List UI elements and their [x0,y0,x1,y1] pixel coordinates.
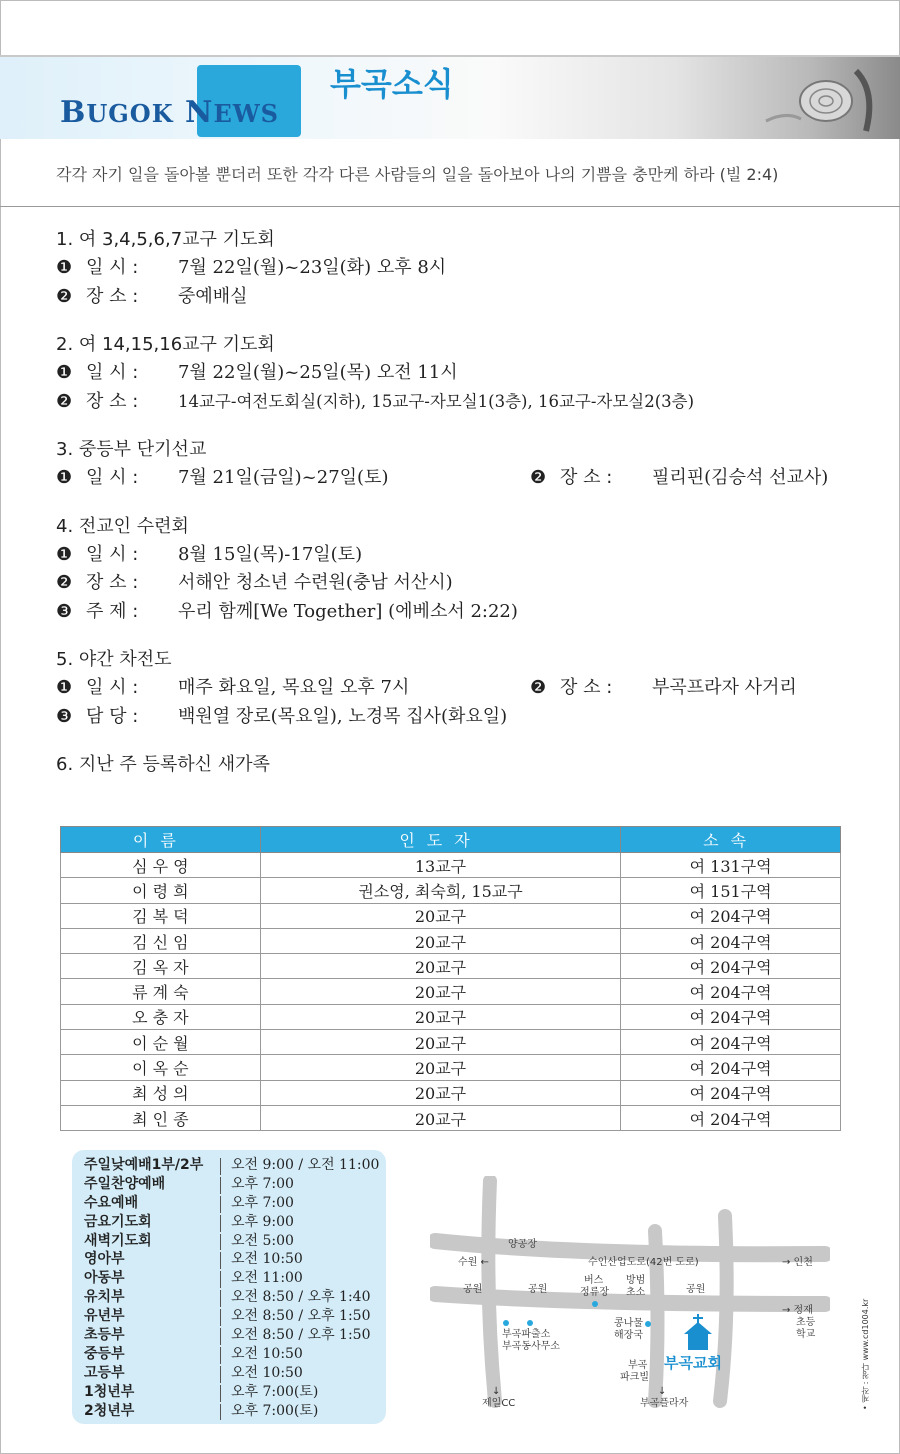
schedule-name: 1청년부 [84,1383,135,1400]
cell-name: 김 복 덕 [61,903,261,928]
brand-letter-n: N [185,95,214,130]
map-label: 부곡플라자 [640,1398,689,1409]
newcomers-title: 6. 지난 주 등록하신 새가족 [56,754,270,775]
schedule-name: 금요기도회 [84,1213,152,1230]
announcement-row [56,359,856,388]
schedule-row [84,1364,386,1383]
office-marker [527,1320,533,1326]
row-value: 중예배실 [178,285,248,307]
cell-guide: 권소영, 최숙희, 15교구 [260,878,621,903]
schedule-time: 오전 10:50 [231,1345,303,1362]
table-row [61,853,841,878]
schedule-time: 오전 8:50 / 오후 1:40 [231,1289,371,1306]
row-label: 일 시 : [86,677,139,698]
restaurant-marker [645,1321,651,1327]
row-value: 필리핀(김승석 선교사) [652,467,829,488]
number-marker: ❶ [56,362,73,383]
announcement-row [56,254,856,283]
row-value: 부곡프라자 사거리 [652,677,797,698]
section-title: 부곡소식 [330,65,454,103]
schedule-name: 2청년부 [84,1402,135,1419]
announcement-row [56,674,856,703]
table-row [61,979,841,1004]
header [0,55,900,139]
announcement-row [56,541,856,570]
schedule-name: 새벽기도회 [84,1232,152,1249]
announcement-3 [56,436,856,493]
schedule-name: 중등부 [84,1345,125,1362]
table-row [61,903,841,928]
map-label: 정류장 [580,1287,609,1298]
stump-decoration-icon [746,61,886,135]
schedule-time: 오전 8:50 / 오후 1:50 [231,1308,371,1325]
police-marker [503,1320,509,1326]
announcement-title: 5. 야간 차전도 [56,649,172,670]
cell-group: 여 204구역 [621,1080,841,1105]
schedule-time: 오후 7:00 [231,1175,294,1192]
map-label: 양공장 [508,1239,537,1250]
schedule-name: 수요예배 [84,1194,139,1211]
number-marker: ❶ [56,257,73,278]
row-value: 7월 21일(금일)~27일(토) [178,467,389,488]
schedule-row [84,1326,386,1345]
map-label: 부곡동사무소 [502,1341,560,1352]
announcement-title: 3. 중등부 단기선교 [56,439,207,460]
cell-guide: 20교구 [260,979,621,1004]
row-value: 백원열 장로(목요일), 노경목 집사(화요일) [178,705,508,727]
cell-guide: 20교구 [260,954,621,979]
cell-name: 최 인 종 [61,1105,261,1130]
schedule-name: 아동부 [84,1270,125,1287]
announcement-title: 2. 여 14,15,16교구 기도회 [56,334,275,355]
schedule-row [84,1250,386,1269]
announcement-row [56,388,856,417]
map-label: 학교 [796,1329,816,1340]
announcement-5 [56,646,856,731]
cell-group: 여 151구역 [621,878,841,903]
cell-name: 최 성 의 [61,1080,261,1105]
row-value: 7월 22일(월)~25일(목) 오전 11시 [178,362,458,383]
row-label: 장 소 : [86,390,139,412]
cell-group: 여 131구역 [621,853,841,878]
credit-text: • 제작 : 청다 www.cd1004.kr [861,1298,870,1410]
divider [0,206,900,207]
map-label: 공원 [463,1284,483,1295]
cell-guide: 20교구 [260,1080,621,1105]
church-label: 부곡교회 [664,1354,722,1372]
cell-guide: 13교구 [260,853,621,878]
schedule-name: 영아부 [84,1251,125,1268]
header-top-rule [0,55,900,57]
announcement-row [56,569,856,598]
church-icon [684,1314,712,1350]
brand-ugok: UGOK [86,99,174,128]
cell-group: 여 204구역 [621,903,841,928]
brand-logo [60,95,279,130]
map-label: 콩나물 [614,1318,643,1329]
cell-group: 여 204구역 [621,954,841,979]
cell-guide: 20교구 [260,1055,621,1080]
map-label: 공원 [686,1284,706,1295]
schedule-time: 오전 5:00 [231,1232,294,1249]
location-map [430,1176,830,1416]
row-label: 주 제 : [86,600,139,622]
announcements [56,226,856,785]
schedule-row [84,1232,386,1251]
table-row [61,1105,841,1130]
schedule-row [84,1307,386,1326]
table-row [61,954,841,979]
map-label: 수원 ← [458,1257,489,1268]
cell-name: 심 우 영 [61,853,261,878]
cell-name: 이 순 월 [61,1030,261,1055]
cell-guide: 20교구 [260,928,621,953]
row-value: 8월 15일(목)-17일(토) [178,543,363,565]
row-label: 장 소 : [86,285,139,307]
cell-guide: 20교구 [260,1004,621,1029]
map-label: 수인산업도로(42번 도로) [588,1257,699,1268]
worship-schedule [72,1150,386,1424]
schedule-name: 초등부 [84,1327,125,1344]
cell-group: 여 204구역 [621,928,841,953]
schedule-time: 오전 8:50 / 오후 1:50 [231,1327,371,1344]
table-row [61,1080,841,1105]
announcement-title: 1. 여 3,4,5,6,7교구 기도회 [56,229,275,250]
schedule-name: 유치부 [84,1289,125,1306]
announcement-title: 4. 전교인 수련회 [56,515,189,537]
row-label: 일 시 : [86,362,139,383]
schedule-row [84,1345,386,1364]
map-label: 제일CC [482,1398,516,1409]
map-label: 버스 [584,1275,604,1286]
map-label: 부곡파출소 [502,1329,551,1340]
table-row [61,878,841,903]
schedule-row [84,1402,386,1421]
announcement-row [56,283,856,312]
number-marker: ❷ [56,285,73,307]
cell-guide: 20교구 [260,903,621,928]
cell-group: 여 204구역 [621,1004,841,1029]
schedule-time: 오전 10:50 [231,1364,303,1381]
announcement-row [56,598,856,627]
row-label: 일 시 : [86,543,139,565]
row-value: 매주 화요일, 목요일 오후 7시 [178,677,410,698]
schedule-time: 오후 9:00 [231,1213,294,1230]
number-marker: ❶ [56,543,73,565]
column-header-name: 이름 [61,827,261,853]
announcement-2 [56,331,856,416]
schedule-time: 오전 11:00 [231,1270,303,1287]
row-value: 14교구-여전도회실(지하), 15교구-자모실1(3층), 16교구-자모실2(3층) [178,391,695,411]
schedule-time: 오전 10:50 [231,1251,303,1268]
schedule-name: 고등부 [84,1364,125,1381]
table-row [61,1055,841,1080]
cell-guide: 20교구 [260,1030,621,1055]
schedule-row [84,1194,386,1213]
row-value: 7월 22일(월)~23일(화) 오후 8시 [178,257,447,278]
schedule-time: 오전 9:00 / 오전 11:00 [231,1157,380,1173]
cell-name: 류 계 숙 [61,979,261,1004]
announcement-1 [56,226,856,311]
number-marker: ❷ [530,677,547,698]
table-header-row [61,827,841,853]
cell-group: 여 204구역 [621,979,841,1004]
schedule-time: 오후 7:00(토) [231,1402,319,1419]
announcement-4 [56,513,856,627]
schedule-row [84,1156,386,1175]
schedule-row [84,1269,386,1288]
schedule-time: 오후 7:00 [231,1194,294,1211]
map-label: 방범 [626,1275,646,1286]
cell-name: 김 옥 자 [61,954,261,979]
schedule-name: 주일찬양예배 [84,1175,166,1192]
number-marker: ❷ [530,467,547,488]
newcomers-table [60,826,841,1131]
map-label: → 정재 [782,1305,813,1316]
row-label: 장 소 : [560,677,613,698]
row-value: 우리 함께[We Together] (에베소서 2:22) [178,600,518,622]
table-row [61,928,841,953]
cell-name: 이 옥 순 [61,1055,261,1080]
announcement-row [56,464,856,493]
cell-name: 김 신 임 [61,928,261,953]
bus-stop-marker [592,1301,598,1307]
map-label: 해장국 [614,1330,643,1341]
cell-group: 여 204구역 [621,1105,841,1130]
row-value: 서해안 청소년 수련원(충남 서산시) [178,572,453,593]
schedule-row [84,1213,386,1232]
cell-group: 여 204구역 [621,1055,841,1080]
column-header-group: 소속 [621,827,841,853]
map-label: 파크빌 [620,1372,649,1383]
number-marker: ❶ [56,677,73,698]
map-label: 초등 [796,1317,816,1328]
number-marker: ❷ [56,390,73,412]
number-marker: ❷ [56,572,73,593]
schedule-row [84,1288,386,1307]
row-label: 일 시 : [86,467,139,488]
row-label: 장 소 : [560,467,613,488]
schedule-name: 주일낮예배1부/2부 [84,1157,204,1173]
announcement-row [56,703,856,732]
cell-name: 오 충 자 [61,1004,261,1029]
number-marker: ❶ [56,467,73,488]
brand-letter-b: B [60,95,87,130]
cell-name: 이 령 희 [61,878,261,903]
number-marker: ❸ [56,600,73,622]
schedule-time: 오후 7:00(토) [231,1383,319,1400]
row-label: 장 소 : [86,572,139,593]
row-label: 담 당 : [86,705,139,727]
schedule-row [84,1175,386,1194]
table-row [61,1030,841,1055]
cell-group: 여 204구역 [621,1030,841,1055]
down-arrow-icon: ↓ [492,1386,501,1397]
schedule-name: 유년부 [84,1308,125,1325]
table-row [61,1004,841,1029]
column-header-guide: 인도자 [260,827,621,853]
row-label: 일 시 : [86,257,139,278]
map-label: → 인천 [782,1257,813,1268]
map-label: 부곡 [628,1360,648,1371]
scripture-verse: 각각 자기 일을 돌아볼 뿐더러 또한 각각 다른 사람들의 일을 돌아보아 나의 기쁨을 충만케 하라 (빌 2:4) [56,165,779,184]
map-label: 공원 [528,1284,548,1295]
map-label: 초소 [626,1287,646,1298]
schedule-row [84,1383,386,1402]
down-arrow-icon: ↓ [658,1386,667,1397]
number-marker: ❸ [56,705,73,727]
brand-ews: EWS [213,99,280,128]
cell-guide: 20교구 [260,1105,621,1130]
